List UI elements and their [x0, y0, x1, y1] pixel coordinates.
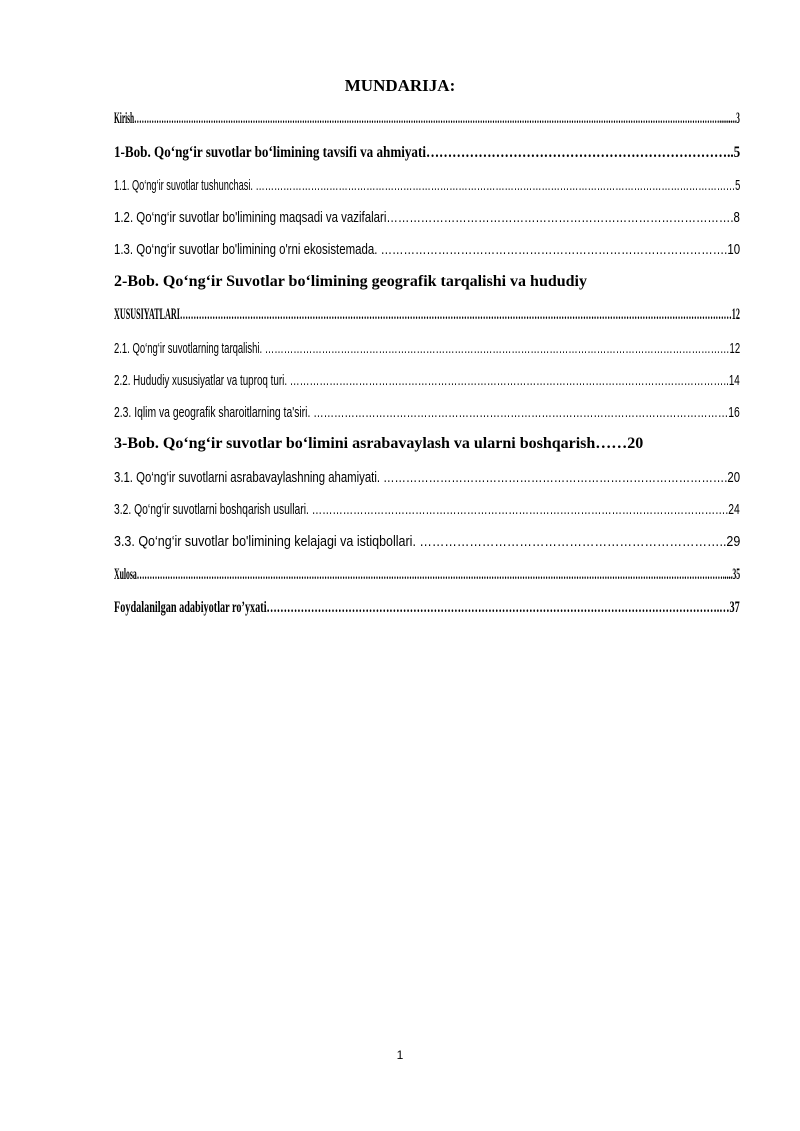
toc-entry-1-3[interactable]: 1.3. Qo‘ng‘ir suvotlar bo'limining o'rni ekosistemada. ……………………………………………………………………………….10: [114, 241, 741, 258]
toc-title: MUNDARIJA:: [344, 76, 456, 95]
toc-entry-1-2[interactable]: 1.2. Qo‘ng‘ir suvotlar bo'limining maqsadi va vazifalari……………………………………………………………………………….8: [114, 209, 740, 226]
toc-entry-2-3[interactable]: 2.3. Iqlim va geografik sharoitlarning ta'siri. …………………………………………………………………………………………………………16: [114, 404, 740, 421]
page-number: 1: [396, 1048, 404, 1062]
toc-entry-1-1[interactable]: 1.1. Qo‘ng‘ir suvotlar tushunchasi. …………………………………………………………………………………………………………………………………………5: [114, 177, 741, 194]
toc-entry-chapter-2-line2[interactable]: XUSUSIYATLARI……………………………………………………………………………………………………………………………………………………………………………………12: [114, 306, 740, 323]
toc-entry-3-1[interactable]: 3.1. Qo‘ng‘ir suvotlarni asrabavaylashning ahamiyati. ……………………………………………………………………………….20: [114, 469, 741, 486]
toc-entry-adabiyotlar[interactable]: Foydalanilgan adabiyotlar ro’yxati…………………………………………………………………………………………………………………….…37: [114, 599, 740, 616]
toc-entry-2-2[interactable]: 2.2. Hududiy xususiyatlar va tuproq turi. ……………………………………………………………………………………………………………………..14: [114, 372, 740, 389]
toc-entry-chapter-3[interactable]: 3-Bob. Qo‘ng‘ir suvotlar bo‘limini asrabavaylash va ularni boshqarish……20: [114, 435, 644, 452]
toc-entry-kirish[interactable]: Kirish………………………………………………………………………………………………………………………………………………………………………………………………………………….........3: [114, 110, 740, 127]
toc-entry-chapter-2-line1[interactable]: 2-Bob. Qo‘ng‘ir Suvotlar bo‘limining geografik tarqalishi va hududiy: [114, 273, 587, 290]
toc-entry-3-2[interactable]: 3.2. Qo‘ng‘ir suvotlarni boshqarish usullari. ………………………………………………………………………………………………………….24: [114, 501, 740, 518]
toc-entry-2-1[interactable]: 2.1. Qo‘ng‘ir suvotlarning tarqalishi. …………………………………………………………………………………………………………………………………12: [114, 340, 741, 357]
toc-entry-xulosa[interactable]: Xulosa………………………………………………………………………………………………………………………………………………………………………………………………………….....35: [114, 566, 741, 583]
toc-entry-3-3[interactable]: 3.3. Qo‘ng‘ir suvotlar bo'limining kelajagi va istiqbollari. ………………………………………………………………..29: [114, 533, 741, 550]
toc-entry-chapter-1[interactable]: 1-Bob. Qo‘ng‘ir suvotlar bo‘limining tavsifi va ahmiyati……………………………………………………………..5: [114, 144, 741, 161]
